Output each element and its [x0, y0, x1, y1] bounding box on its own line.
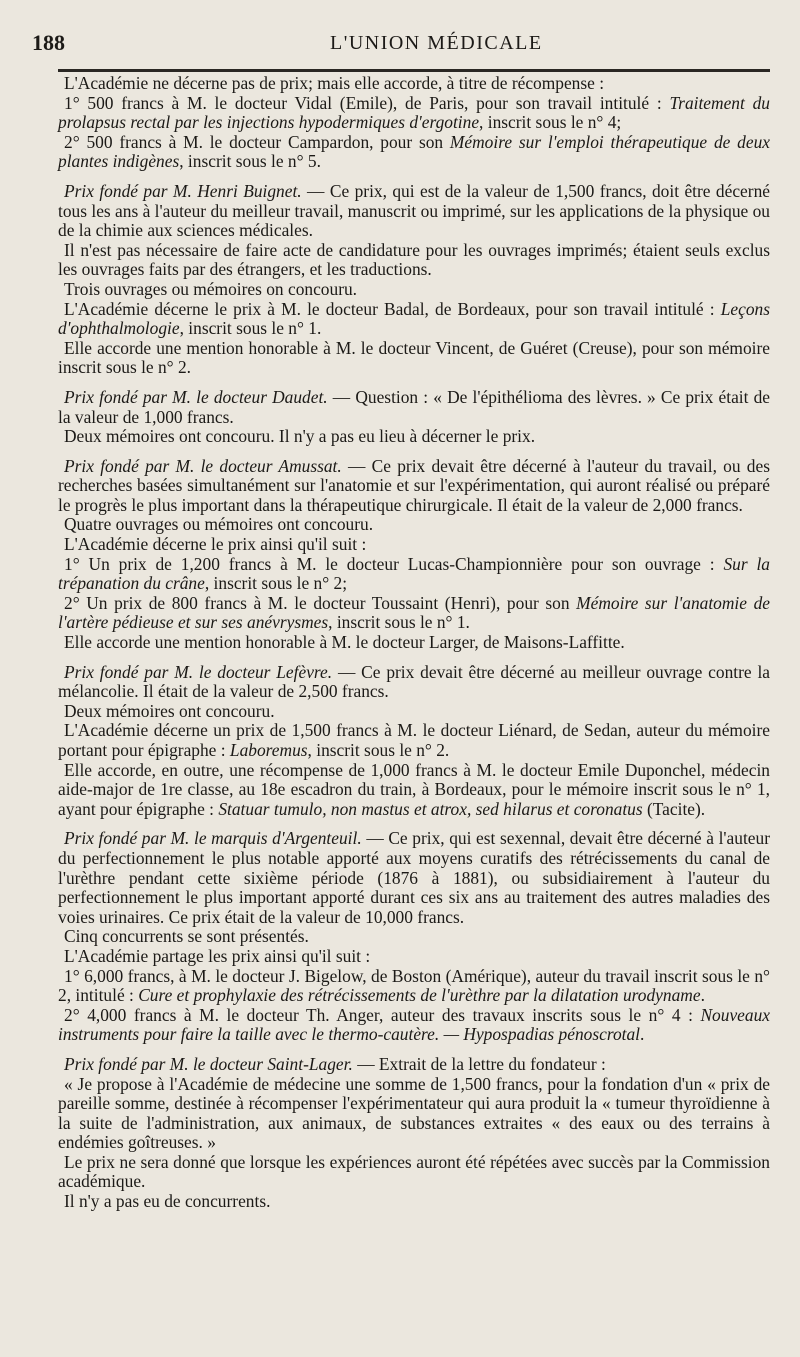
- text-run: 1° 6,000 francs, à M. le docteur J. Bigelow, de Boston (Amérique), auteur du travail inscrit sous le n° 2, intitulé :: [58, 965, 770, 1006]
- italic-run: Cure et prophylaxie des rétrécissements de l'urèthre par la dilatation urodyname: [138, 985, 701, 1006]
- paragraph: [58, 1055, 770, 1075]
- text-run: (Tacite).: [642, 798, 706, 819]
- text-run: — Ce prix devait être décerné au meilleur ouvrage contre la mélancolie. Il était de la valeur de 2,500 francs.: [58, 661, 770, 702]
- text-run: « Je propose à l'Académie de médecine une somme de 1,500 francs, pour la fondation d'un « prix de pareille somme, destinée à récompenser l'expérimentateur qui aura produit la « tumeur thyroïdienne à la suite de l'administration, aux animaux, de substances extraites « des eaux ou des terrains à endémies goîtreuses. »: [58, 1073, 770, 1153]
- header-rule: [58, 69, 770, 72]
- paragraph: [58, 761, 770, 820]
- paragraph: [58, 515, 770, 535]
- text-run: L'Académie ne décerne pas de prix; mais elle accorde, à titre de récompense :: [64, 73, 605, 93]
- text-run: .: [640, 1024, 645, 1045]
- italic-run: Prix fondé par M. le docteur Amussat.: [64, 455, 342, 476]
- running-head-title: L'UNION MÉDICALE: [330, 32, 543, 54]
- text-run: Le prix ne sera donné que lorsque les expériences auront été répétées avec succès par la Commission académique.: [58, 1151, 770, 1192]
- paragraph: [58, 74, 770, 94]
- italic-run: Prix fondé par M. Henri Buignet.: [64, 180, 302, 201]
- italic-run: Prix fondé par M. le docteur Daudet.: [64, 386, 328, 407]
- paragraph: [58, 133, 770, 172]
- text-run: 2° 4,000 francs à M. le docteur Th. Anger, auteur des travaux inscrits sous le n° 4 :: [64, 1004, 701, 1025]
- italic-run: Mémoire sur l'emploi thérapeutique de deux plantes indigènes: [58, 131, 770, 172]
- text-run: Il n'y a pas eu de concurrents.: [64, 1191, 271, 1212]
- text-run: — Extrait de la lettre du fondateur :: [352, 1053, 606, 1074]
- text-run: , inscrit sous le n° 5.: [179, 151, 321, 172]
- text-run: .: [700, 985, 705, 1006]
- italic-run: Traitement du prolapsus rectal par les injections hypodermiques d'ergotine: [58, 92, 770, 133]
- paragraph: [58, 427, 770, 447]
- text-run: L'Académie décerne le prix à M. le docteur Badal, de Bordeaux, pour son travail intitulé :: [64, 298, 721, 319]
- paragraph: [58, 1006, 770, 1045]
- paragraph: [58, 1192, 770, 1212]
- paragraph: [58, 388, 770, 427]
- paragraph: [58, 663, 770, 702]
- text-run: L'Académie décerne le prix ainsi qu'il suit :: [64, 534, 367, 555]
- text-run: — Question : « De l'épithélioma des lèvres. » Ce prix était de la valeur de 1,000 francs.: [58, 386, 771, 427]
- italic-run: Sur la trépanation du crâne: [58, 553, 770, 594]
- paragraph: [58, 702, 770, 722]
- italic-run: Prix fondé par M. le marquis d'Argenteuil.: [64, 828, 362, 849]
- text-run: L'Académie décerne un prix de 1,500 francs à M. le docteur Liénard, de Sedan, auteur du mémoire portant pour épigraphe :: [58, 720, 770, 760]
- paragraph: [58, 94, 770, 133]
- text-run: , inscrit sous le n° 4;: [479, 112, 622, 133]
- paragraph: [58, 300, 770, 339]
- paragraph: [58, 182, 770, 241]
- text-run: 2° 500 francs à M. le docteur Campardon, pour son: [64, 131, 450, 152]
- text-run: — Ce prix, qui est de la valeur de 1,500 francs, doit être décerné tous les ans à l'auteur du meilleur travail, manuscrit ou imprimé, sur les applications de la physique ou de la chimie aux sciences médicales.: [58, 180, 770, 241]
- text-run: L'Académie partage les prix ainsi qu'il suit :: [64, 945, 371, 966]
- italic-run: Laboremus: [229, 740, 308, 760]
- italic-run: Mémoire sur l'anatomie de l'artère pédieuse et sur ses anévrysmes: [58, 592, 770, 633]
- text-run: , inscrit sous le n° 2;: [204, 573, 348, 594]
- paragraph: [58, 457, 770, 516]
- text-run: Cinq concurrents se sont présentés.: [64, 926, 309, 947]
- paragraph: [58, 721, 770, 760]
- italic-run: Leçons d'ophthalmologie: [58, 298, 770, 339]
- paragraph: [58, 555, 770, 594]
- text-run: Trois ouvrages ou mémoires on concouru.: [64, 278, 358, 299]
- italic-run: Statuar tumulo, non mastus et atrox, sed hilarus et coronatus: [218, 798, 643, 819]
- paragraph: [58, 339, 770, 378]
- paragraph: [58, 967, 770, 1006]
- text-run: Elle accorde une mention honorable à M. le docteur Larger, de Maisons-Laffitte.: [64, 632, 625, 653]
- paragraph: [58, 927, 770, 947]
- text-run: — Ce prix, qui est sexennal, devait être décerné à l'auteur du perfectionnement le plus notable apporté aux moyens curatifs des rétrécissements du canal de l'urèthre pendant cette sixième période (1876 à 1881), ou subsidiairement à l'auteur du perfectionnement le plus important apporté durant ces six ans au traitement des autres maladies des voies urinaires. Ce prix était de la valeur de 10,000 francs.: [58, 828, 770, 927]
- text-run: Quatre ouvrages ou mémoires ont concouru.: [64, 514, 374, 535]
- text-run: 2° Un prix de 800 francs à M. le docteur Toussaint (Henri), pour son: [64, 592, 577, 613]
- text-run: Elle accorde une mention honorable à M. le docteur Vincent, de Guéret (Creuse), pour son mémoire inscrit sous le n° 2.: [58, 337, 770, 378]
- text-run: 1° 500 francs à M. le docteur Vidal (Emile), de Paris, pour son travail intitulé :: [64, 92, 670, 113]
- text-run: — Ce prix devait être décerné à l'auteur du travail, ou des recherches basées simultanément sur l'anatomie et sur l'expérimentation, qui auront réalisé ou préparé le progrès le plus important dans la thérapeutique chirurgicale. Il était de la valeur de 2,000 francs.: [58, 455, 770, 515]
- italic-run: Prix fondé par M. le docteur Saint-Lager.: [64, 1053, 353, 1074]
- paragraph: [58, 1075, 770, 1153]
- paragraph: [58, 594, 770, 633]
- italic-run: Nouveaux instruments pour faire la taille avec le thermo-cautère. — Hypospadias pénoscrotal: [58, 1004, 770, 1045]
- paragraph: [58, 633, 770, 653]
- paragraph: [58, 241, 770, 280]
- paragraph: [58, 947, 770, 967]
- text-run: , inscrit sous le n° 2.: [307, 740, 450, 760]
- page-header: [30, 30, 770, 60]
- paragraph: [58, 1153, 770, 1192]
- text-run: Elle accorde, en outre, une récompense de 1,000 francs à M. le docteur Emile Duponchel, médecin aide-major de 1re classe, au 18e escadron du train, à Bordeaux, pour le mémoire inscrit sous le n° 1, ayant pour épigraphe :: [58, 759, 770, 819]
- paragraph: [58, 280, 770, 300]
- text-run: Deux mémoires ont concouru.: [64, 700, 275, 721]
- text-run: , inscrit sous le n° 1.: [328, 612, 470, 633]
- body-text: [58, 74, 770, 1212]
- paragraph: [58, 535, 770, 555]
- page-number: 188: [32, 30, 65, 55]
- text-run: Deux mémoires ont concouru. Il n'y a pas eu lieu à décerner le prix.: [64, 426, 536, 447]
- text-run: 1° Un prix de 1,200 francs à M. le docteur Lucas-Championnière pour son ouvrage :: [64, 553, 724, 574]
- text-run: Il n'est pas nécessaire de faire acte de candidature pour les ouvrages imprimés; étaient seuls exclus les ouvrages faits par des étrangers, et les traductions.: [58, 239, 770, 280]
- italic-run: Prix fondé par M. le docteur Lefèvre.: [64, 661, 333, 682]
- text-run: , inscrit sous le n° 1.: [179, 318, 322, 339]
- paragraph: [58, 829, 770, 927]
